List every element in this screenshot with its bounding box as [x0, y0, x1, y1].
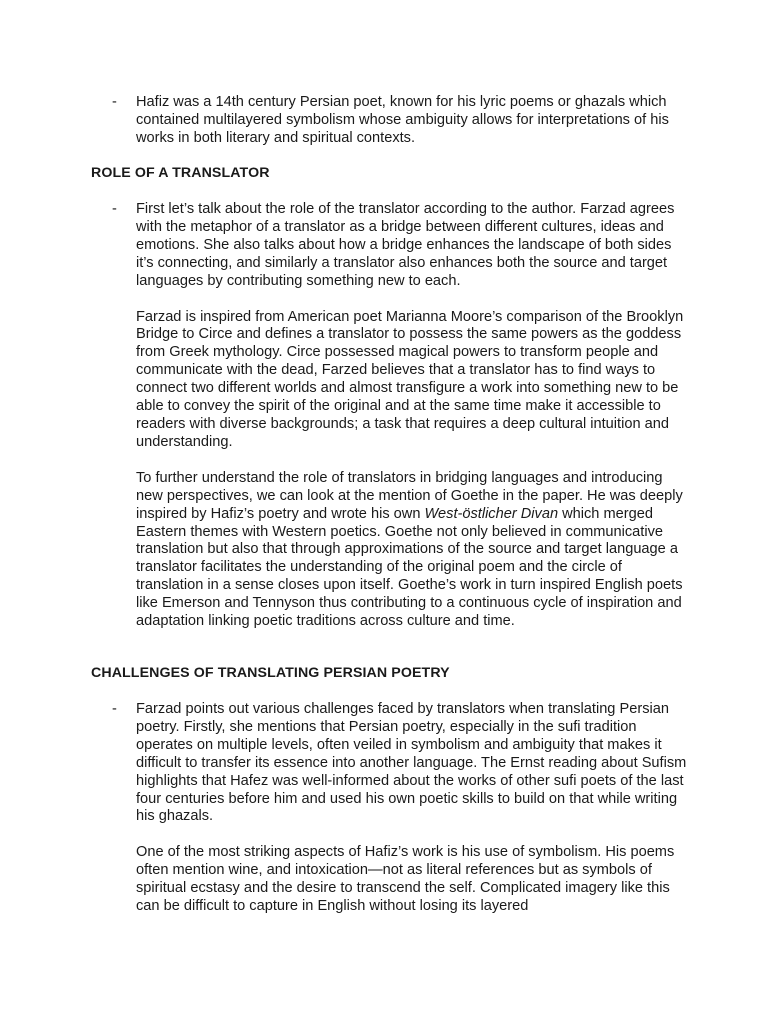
- bullet-dash: -: [112, 94, 117, 110]
- challenges-paragraph-1: Farzad points out various challenges faced by translators when translating Persian poetry. Firstly, she mentions that Persian poetry, especially in the sufi tradition operates on multiple levels, often veiled in symbolism and ambiguity that makes it difficult to transfer its essence into another language. The Ernst reading about Sufism highlights that Hafez was well-informed about the works of other sufi poets of the last four centuries before him and used his own poetic skills to build on that while writing his ghazals.: [136, 701, 687, 825]
- section-heading-challenges: CHALLENGES OF TRANSLATING PERSIAN POETRY: [91, 665, 450, 681]
- intro-bullet: [112, 94, 692, 148]
- bullet-dash: -: [112, 701, 117, 717]
- translator-paragraph-3: [136, 470, 692, 631]
- challenges-paragraph-2: One of the most striking aspects of Hafiz’s work is his use of symbolism. His poems often mention wine, and intoxication—not as literal references but as symbols of spiritual ecstasy and the desire to transcend the self. Complicated imagery like this can be difficult to capture in English without losing its layered: [136, 844, 675, 915]
- book-title: West-östlicher Divan: [424, 505, 559, 522]
- paragraph-text: which merged Eastern themes with Western poetics. Goethe not only believed in communicative translation but also that through approximations of the source and target language a translator facilitates the understanding of the original poem and the circle of translation in a sense closes upon itself. Goethe’s work in turn inspired English poets like Emerson and Tennyson thus contributing to a continuous cycle of inspiration and adaptation linking poetic traditions across culture and time.: [136, 505, 683, 630]
- paragraph-text: To further understand the role of translators in bridging languages and introducing new perspectives, we can look at the mention of Goethe in the paper. He was deeply inspired by Hafiz’s poetry and wrote his own: [136, 469, 683, 522]
- translator-paragraph-1: First let’s talk about the role of the translator according to the author. Farzad agrees with the metaphor of a translator as a bridge between different cultures, ideas and emotions. She also talks about how a bridge enhances the landscape of both sides it’s connecting, and similarly a translator also enhances both the source and target languages by contributing something new to each.: [136, 201, 675, 289]
- translator-paragraph-2: Farzad is inspired from American poet Marianna Moore’s comparison of the Brooklyn Bridge to Circe and defines a translator to possess the same powers as the goddess from Greek mythology. Circe possessed magical powers to transform people and communicate with the dead, Farzed believes that a translator has to find ways to connect two different worlds and almost transfigure a work into something new to be able to convey the spirit of the original and at the same time make it accessible to readers with diverse backgrounds; a task that requires a deep cultural intuition and understanding.: [136, 308, 684, 450]
- intro-paragraph: Hafiz was a 14th century Persian poet, known for his lyric poems or ghazals which contained multilayered symbolism whose ambiguity allows for interpretations of his works in both literary and spiritual contexts.: [136, 94, 669, 146]
- translator-bullet: [112, 201, 692, 631]
- challenges-bullet: [112, 701, 692, 916]
- bullet-dash: -: [112, 201, 117, 217]
- section-heading-translator: ROLE OF A TRANSLATOR: [91, 165, 270, 181]
